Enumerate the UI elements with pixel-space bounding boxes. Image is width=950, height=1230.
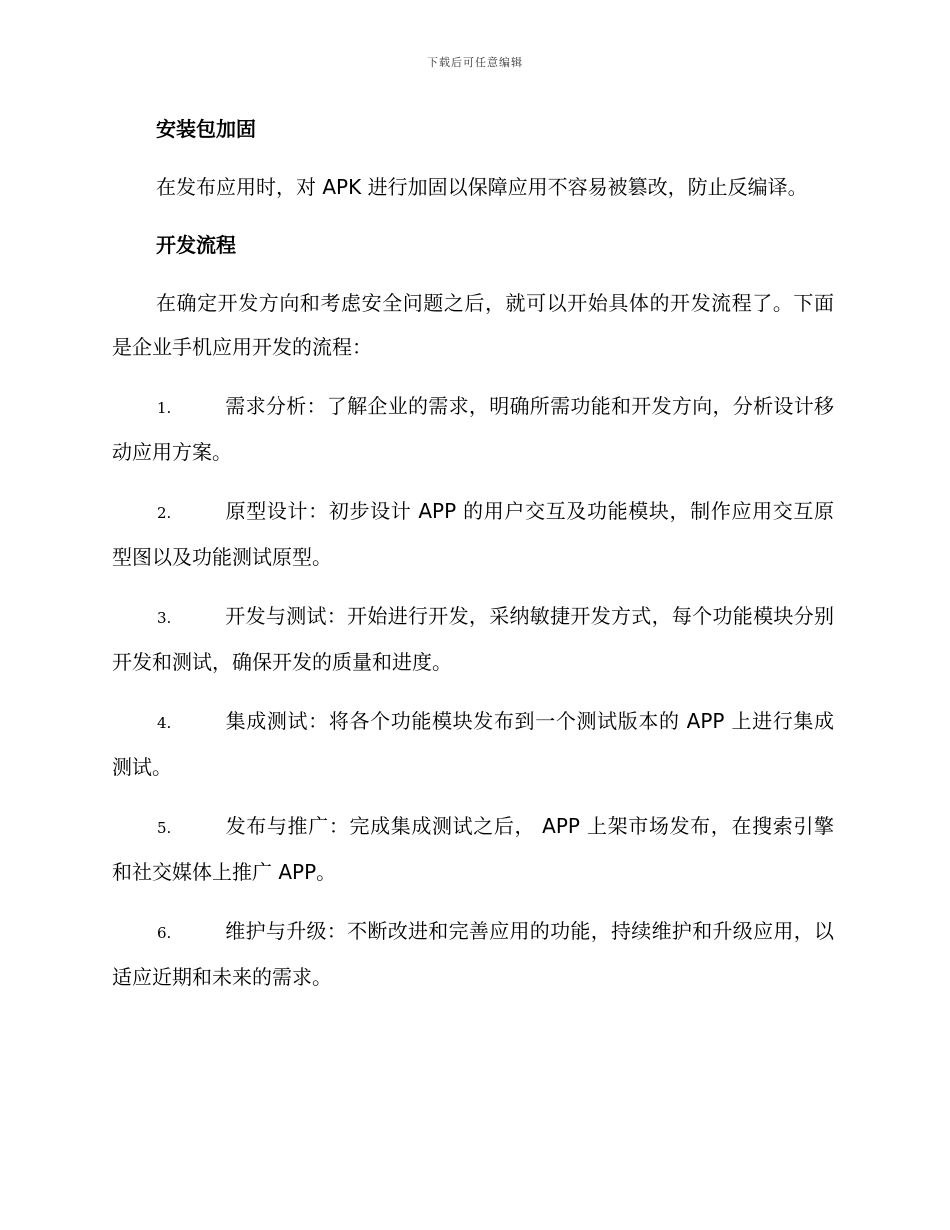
list-text: 集成测试：将各个功能模块发布到一个测试版本的 APP 上进行集成测试。 <box>112 709 834 779</box>
list-item-step-5 <box>112 804 834 894</box>
list-text: 原型设计：初步设计 APP 的用户交互及功能模块，制作应用交互原型图以及功能测试原型。 <box>112 499 834 569</box>
list-item-step-2 <box>112 489 834 579</box>
list-text: 发布与推广：完成集成测试之后， APP 上架市场发布，在搜索引擎和社交媒体上推广 APP。 <box>112 814 834 884</box>
list-text: 维护与升级：不断改进和完善应用的功能，持续维护和升级应用，以适应近期和未来的需求。 <box>112 919 834 989</box>
document-body <box>112 108 834 1014</box>
list-text: 需求分析：了解企业的需求，明确所需功能和开发方向，分析设计移动应用方案。 <box>112 394 834 464</box>
list-item-step-1 <box>112 384 834 474</box>
header-note: 下载后可任意编辑 <box>427 56 523 69</box>
list-number: 5. <box>157 819 172 837</box>
list-item-step-6 <box>112 909 834 999</box>
list-number: 2. <box>157 504 172 522</box>
list-number: 6. <box>157 924 172 942</box>
list-number: 4. <box>157 714 172 732</box>
list-number: 3. <box>157 609 172 627</box>
section-heading-dev-process: 开发流程 <box>156 233 236 257</box>
list-item-step-4 <box>112 699 834 789</box>
list-item-step-3 <box>112 594 834 684</box>
section-heading-apk-hardening: 安装包加固 <box>156 117 256 141</box>
list-text: 开发与测试：开始进行开发，采纳敏捷开发方式，每个功能模块分别开发和测试，确保开发的质量和进度。 <box>112 604 834 674</box>
paragraph-apk-hardening: 在发布应用时，对 APK 进行加固以保障应用不容易被篡改，防止反编译。 <box>156 175 808 199</box>
paragraph-dev-process-intro: 在确定开发方向和考虑安全问题之后，就可以开始具体的开发流程了。下面是企业手机应用开发的流程： <box>112 291 834 359</box>
list-number: 1. <box>157 399 172 417</box>
